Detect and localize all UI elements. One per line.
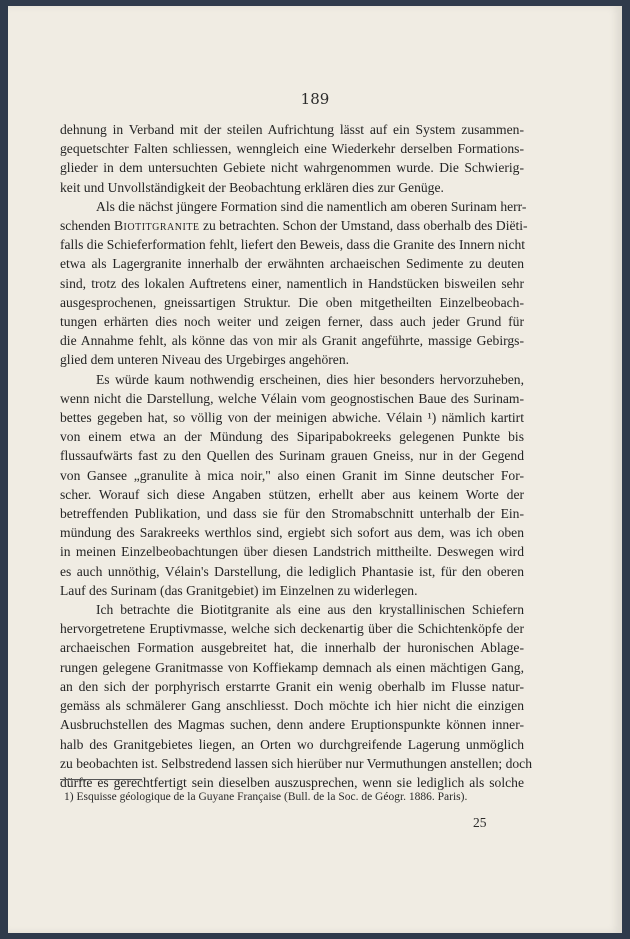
printer-signature-mark: 25 xyxy=(473,815,487,830)
text-segment: zu betrachten. Schon der Umstand, dass oberhalb des Diëti- xyxy=(199,218,528,234)
text-line: betreffenden Publikation, und dass sie für den Stromabschnitt unterhalb der Ein- xyxy=(60,506,524,522)
text-line: dürfte es gerechtfertigt sein dieselben auszusprechen, wenn sie lediglich als solche xyxy=(60,774,524,790)
text-line: scher. Worauf sich diese Angaben stützen, erhellt aber aus keinem Worte der xyxy=(60,486,524,502)
text-line: glieder in dem untersuchten Gebiete nicht wahrgenommen wurde. Die Schwierig- xyxy=(60,160,524,176)
text-line: es auch unnöthig, Vélain's Darstellung, die lediglich Phantasie ist, für den oberen xyxy=(60,563,524,579)
text-line: Ich betrachte die Biotitgranite als eine aus den krystallinischen Schiefern xyxy=(96,602,524,618)
text-line: die Annahme fehlt, als könne das von mir als Granit angeführte, massige Gebirgs- xyxy=(60,333,524,349)
text-line: an den sich der porphyrisch erstarrte Granit ein wenig oberhalb im Flusse natur- xyxy=(60,678,524,694)
body-text xyxy=(60,120,533,792)
text-line: in meinen Einzelbeobachtungen über diesen Landstrich mittheilte. Deswegen wird xyxy=(60,544,524,560)
text-line: zu beobachten ist. Selbstredend lassen sich hierüber nur Vermuthungen anstellen; doch xyxy=(60,755,533,771)
small-caps-term: Biotitgranite xyxy=(113,218,200,234)
text-line: ausgesprochenen, gneissartigen Struktur. Die oben mitgetheilten Einzelbeobach- xyxy=(60,294,524,310)
footnote-divider xyxy=(60,779,142,780)
text-line: wenn nicht die Darstellung, welche Vélain vom geognostischen Baue des Surinam- xyxy=(60,390,524,406)
text-line: hervorgetretene Eruptivmasse, welche sich deckenartig über die Schichtenköpfe der xyxy=(60,621,524,637)
document-page xyxy=(8,6,622,933)
text-line: glied dem unteren Niveau des Urgebirges angehören. xyxy=(60,352,350,368)
text-line: Lauf des Surinam (das Granitgebiet) im Einzelnen zu widerlegen. xyxy=(60,582,418,598)
page-number: 189 xyxy=(300,90,330,108)
text-line: gequetschter Falten schliessen, wenngleich eine Wiederkehr derselben Formations- xyxy=(60,141,524,157)
text-line: keit und Unvollständigkeit der Beobachtung erklären dies zur Genüge. xyxy=(60,179,444,195)
text-line: mündung des Sarakreeks werthlos sind, ergiebt sich sofort aus dem, was ich oben xyxy=(60,525,524,541)
text-line: tungen erhärten dies noch weiter und zeigen ferner, dass auch jeder Grund für xyxy=(60,314,524,330)
text-line: Als die nächst jüngere Formation sind die namentlich am oberen Surinam herr- xyxy=(96,198,527,214)
text-line: archaeischen Formation ausgebreitet hat, die innerhalb der huronischen Ablage- xyxy=(60,640,524,656)
text-line: sind, trotz des lokalen Auftretens einer, namentlich in Handstücken bisweilen sehr xyxy=(60,275,524,291)
text-line: flussaufwärts fast zu den Quellen des Surinam grauen Gneiss, nur in der Gegend xyxy=(60,448,524,464)
text-segment: schenden xyxy=(60,218,114,234)
text-line: bettes gegeben hat, so völlig von der meinigen abwiche. Vélain ¹) nämlich kartirt xyxy=(60,410,524,426)
text-line: von Gansee „granulite à mica noir," also einen Granit im Sinne deutscher For- xyxy=(60,467,524,483)
footnote: 1) Esquisse géologique de la Guyane Française (Bull. de la Soc. de Géogr. 1886. Paris). xyxy=(64,791,468,803)
text-line: Ausbruchstellen des Magmas suchen, denn andere Eruptionspunkte können inner- xyxy=(60,717,524,733)
text-line: rungen gelegene Granitmasse von Koffiekamp demnach als einen mächtigen Gang, xyxy=(60,659,524,675)
text-line: halb des Granitgebietes liegen, an Orten wo durchgreifende Lagerung unmöglich xyxy=(60,736,524,752)
text-line: falls die Schieferformation fehlt, liefert den Beweis, dass die Granite des Innern nicht xyxy=(60,237,526,253)
text-line: gemäss als schmälerer Gang anschliesst. Doch möchte ich hier nicht die einzigen xyxy=(60,698,524,714)
text-line xyxy=(60,216,528,235)
text-line: etwa als Lagergranite innerhalb der erwähnten archaeischen Sedimente zu deuten xyxy=(60,256,524,272)
text-line: von einem etwa an der Mündung des Siparipabokreeks gelegenen Punkte bis xyxy=(60,429,524,445)
text-line: dehnung in Verband mit der steilen Aufrichtung lässt auf ein System zusammen- xyxy=(60,122,524,137)
text-line: Es würde kaum nothwendig erscheinen, dies hier besonders hervorzuheben, xyxy=(96,371,524,387)
